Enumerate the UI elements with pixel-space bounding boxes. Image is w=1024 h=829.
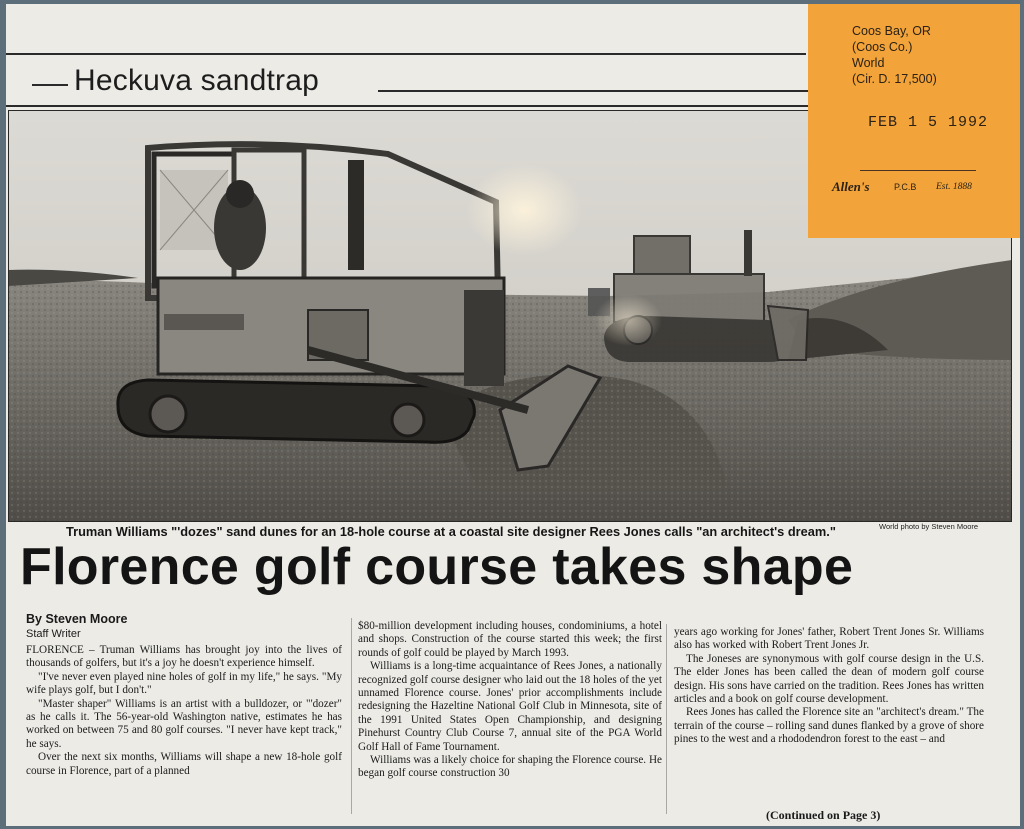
- paragraph: "I've never even played nine holes of golf in my life," he says. "My wife plays golf, but I don't.": [26, 670, 342, 697]
- top-rule: [6, 53, 806, 55]
- stamp-paper: World: [852, 56, 885, 70]
- continued-note: (Continued on Page 3): [766, 808, 881, 822]
- paragraph: Williams is a long-time acquaintance of Rees Jones, a nationally recognized golf course designer who laid out the 18 holes of the yet unnamed Florence course. Jones' prior accomplishments include redesigning the Hazeltine National Golf Club in Minnesota, site of the 1991 United States Open Championship, and designing Pinehurst Country Club Course 7, annual site of the PGA World Golf Hall of Fame Tournament.: [358, 660, 662, 753]
- paragraph: The Joneses are synonymous with golf course design in the U.S. The elder Jones has been called the dean of modern golf course design. His sons have carried on the tradition. Rees Jones has written articles and a book on golf course development.: [674, 652, 984, 706]
- stamp-circulation: (Cir. D. 17,500): [852, 72, 937, 86]
- byline-role: Staff Writer: [26, 628, 81, 640]
- article-column-3: [674, 626, 984, 747]
- section-rule-right: [378, 90, 808, 92]
- article-column-2: [358, 620, 662, 781]
- paragraph: Over the next six months, Williams will shape a new 18-hole golf course in Florence, part of a planned: [26, 751, 342, 777]
- paragraph: years ago working for Jones' father, Robert Trent Jones Sr. Williams also has worked with Robert Trent Jones Jr.: [674, 626, 984, 652]
- paragraph: Rees Jones has called the Florence site an "architect's dream." The terrain of the course – rolling sand dunes flanked by a grove of shore pines to the west and a rhododendron forest to the east – and: [674, 706, 984, 746]
- section-rule-left: [32, 84, 68, 86]
- article-column-1: [26, 644, 342, 778]
- stamp-pcb: P.C.B: [894, 182, 917, 192]
- photo-credit: World photo by Steven Moore: [879, 522, 979, 531]
- paragraph: $80-million development including houses, condominiums, a hotel and shops. Construction of the course started this week; the first rounds of golf could be played by March 1993.: [358, 620, 662, 659]
- paragraph: "Master shaper" Williams is an artist with a bulldozer, or "'dozer" as he calls it. The 56-year-old Washington native, estimates he has worked on between 75 and 80 golf courses. "I never have kept track," he says.: [26, 697, 342, 750]
- section-title: Heckuva sandtrap: [74, 64, 320, 97]
- stamp-divider: [860, 170, 976, 171]
- byline: By Steven Moore: [26, 612, 128, 626]
- column-divider: [666, 624, 667, 814]
- paragraph: Williams was a likely choice for shaping the Florence course. He began golf course construction 30: [358, 754, 662, 780]
- photo-caption: Truman Williams "'dozes" sand dunes for an 18-hole course at a coastal site designer Rees Jones calls "an architect's dream.": [66, 524, 836, 539]
- stamp-county: (Coos Co.): [852, 40, 913, 54]
- stamp-brand: Allen's: [832, 179, 870, 194]
- stamp-date: FEB 1 5 1992: [868, 114, 989, 131]
- headline: Florence golf course takes shape: [20, 538, 854, 596]
- paragraph: FLORENCE – Truman Williams has brought joy into the lives of thousands of golfers, but it's a joy he doesn't experience himself.: [26, 644, 342, 670]
- stamp-established: Est. 1888: [936, 182, 972, 192]
- column-divider: [351, 618, 352, 814]
- clipping-service-stamp: [808, 4, 1020, 238]
- stamp-location: Coos Bay, OR: [852, 24, 931, 38]
